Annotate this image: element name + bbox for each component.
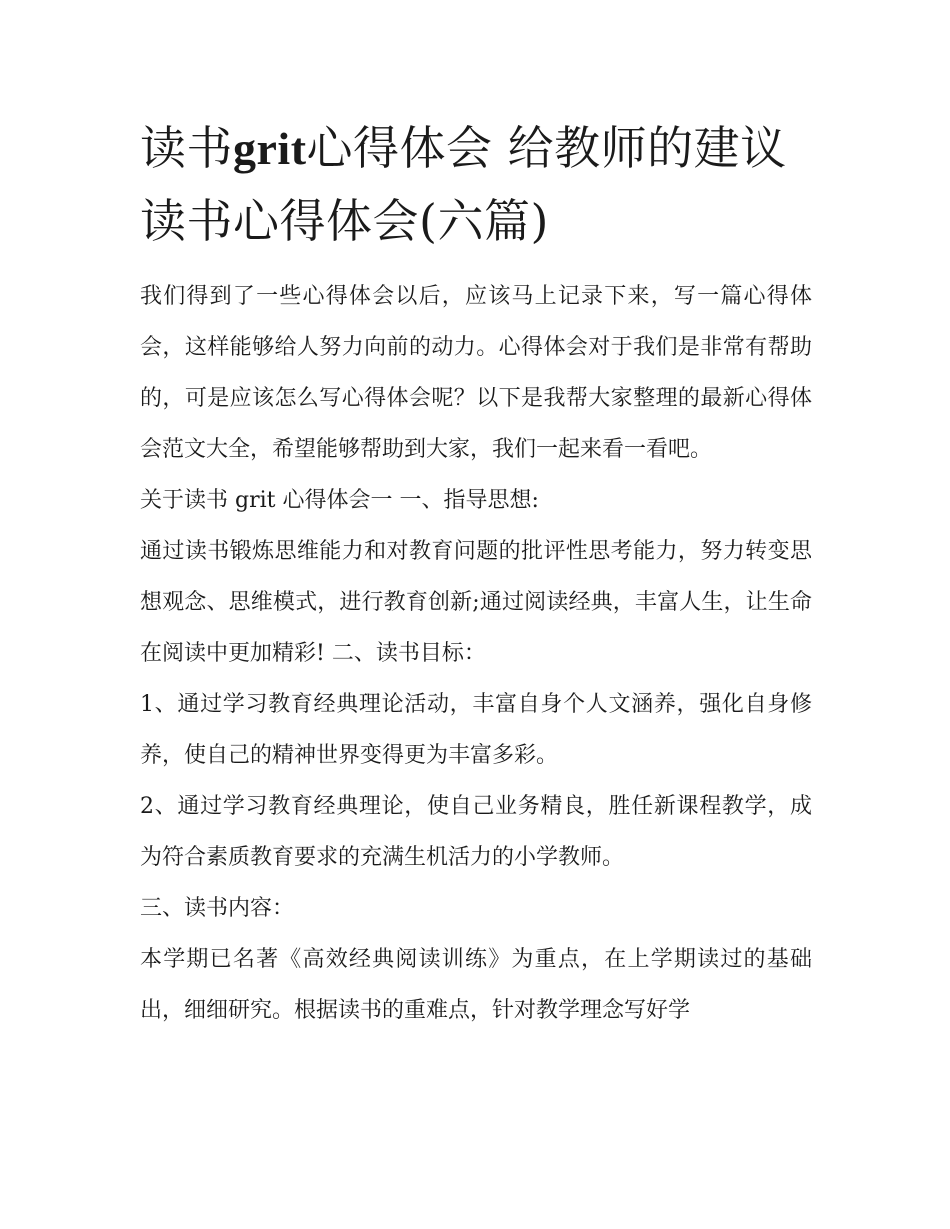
title-part-2: grit	[233, 123, 307, 174]
title-part-1: 读书	[140, 121, 233, 175]
paragraph-section-heading-3: 三、读书内容：	[140, 896, 295, 921]
paragraph-reading-content: 本学期已名著《高效经典阅读训练》为重点，在上学期读过的基础出，细细研究。根据读书的重难点，针对教学理念写好学	[140, 947, 812, 1023]
paragraph-intro: 我们得到了一些心得体会以后，应该马上记录下来，写一篇心得体会，这样能够给人努力向前的动力。心得体会对于我们是非常有帮助的，可是应该怎么写心得体会呢？以下是我帮大家整理的最新心得体会范文大全，希望能够帮助到大家，我们一起来看一看吧。	[140, 284, 812, 462]
document-body	[140, 271, 812, 1036]
document-page	[140, 112, 812, 1036]
paragraph-section-heading-1: 关于读书 grit 心得体会一 一、指导思想:	[140, 488, 539, 513]
document-title	[140, 112, 812, 257]
title-part-3: 心得体会 给教师的建议读书心得体会(六篇)	[140, 121, 787, 248]
paragraph-guiding-ideas: 通过读书锻炼思维能力和对教育问题的批评性思考能力，努力转变思想观念、思维模式，进行教育创新;通过阅读经典，丰富人生，让生命在阅读中更加精彩! 二、读书目标：	[140, 539, 812, 666]
paragraph-goal-2: 2、通过学习教育经典理论，使自己业务精良，胜任新课程教学，成为符合素质教育要求的充满生机活力的小学教师。	[140, 794, 812, 870]
paragraph-goal-1: 1、通过学习教育经典理论活动，丰富自身个人文涵养，强化自身修养，使自己的精神世界变得更为丰富多彩。	[140, 692, 812, 768]
